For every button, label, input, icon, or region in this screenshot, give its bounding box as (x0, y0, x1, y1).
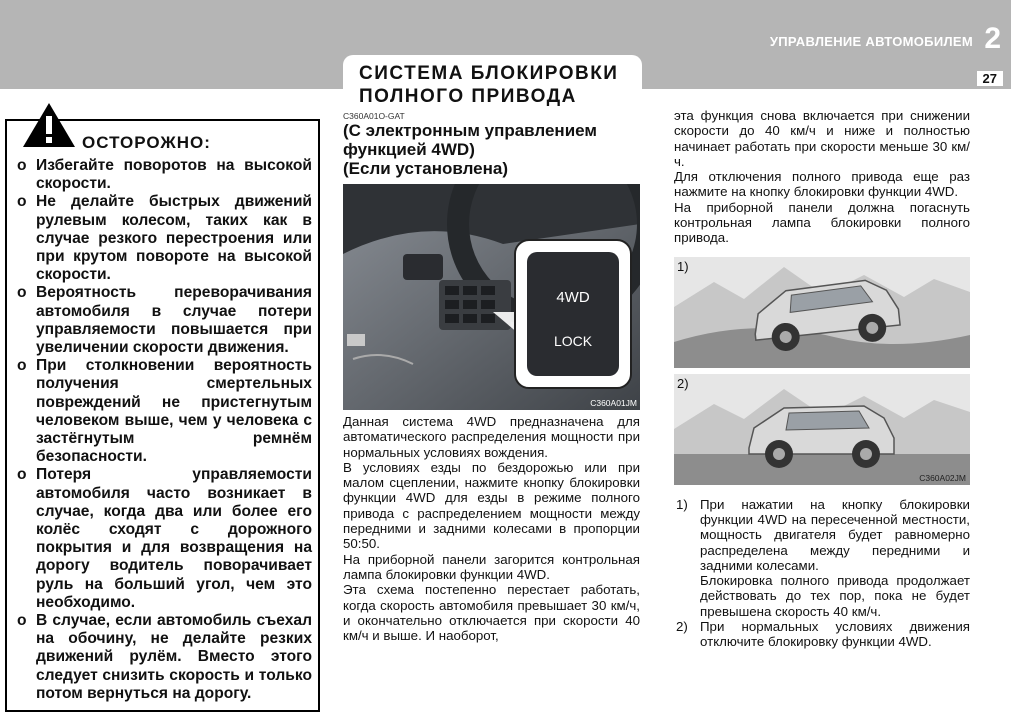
paragraph: На приборной панели загорится контрольная лампа блокировки функции 4WD. (343, 551, 640, 582)
dashboard-illustration (343, 184, 640, 410)
section-number: 2 (984, 22, 1001, 55)
section-code: C360A01O-GAT (343, 111, 405, 121)
paragraph: эта функция снова включается при снижении скорости до 40 км/ч и ниже и полностью начинает работать при скорости меньше 30 км/ч. (674, 108, 970, 169)
figure-offroad (674, 257, 970, 368)
main-title (343, 55, 642, 110)
list-number: 2) (676, 619, 688, 635)
page-number: 27 (977, 71, 1003, 86)
warning-triangle-icon (21, 101, 77, 149)
paragraph: Эта схема постепенно перестает работать, когда скорость автомобиля превышает 30 км/ч, и окончательно отключается при скорости 40 км/ч и выше. И наоборот, (343, 582, 640, 644)
paragraph: На приборной панели должна погаснуть контрольная лампа блокировки полного привода. (674, 199, 970, 246)
list-item (674, 619, 970, 650)
numbered-list (674, 497, 970, 650)
figure-label: 2) (677, 375, 689, 391)
warning-list (16, 157, 312, 703)
figure-normal-road (674, 374, 970, 485)
warning-item: o В случае, если автомобиль съехал на обочину, не делайте резких движений рулём. Вместо этого следует снизить скорость и только потом вернуться на дорогу. (16, 612, 312, 703)
main-title-line2: ПОЛНОГО ПРИВОДА (359, 86, 577, 107)
main-title-line1: СИСТЕМА БЛОКИРОВКИ (359, 63, 619, 84)
warning-box (5, 119, 320, 712)
list-text: При нормальных условиях движения отключите блокировку функции 4WD. (700, 619, 970, 650)
warning-item: o Избегайте поворотов на высокой скорости. (16, 157, 312, 193)
figure-code: C360A02JM (919, 472, 966, 483)
section-title: УПРАВЛЕНИЕ АВТОМОБИЛЕМ (769, 34, 973, 49)
suv-offroad-illustration (674, 257, 970, 368)
warning-item: o При столкновении вероятность получения смертельных повреждений не пристегнутым человеком выше, чем у человека с застёгнутым ремнём безопасности. (16, 357, 312, 466)
list-text: При нажатии на кнопку блокировки функции 4WD на пересеченной местности, мощность двигателя будет равномерно распределена между передними и задними колесами. (700, 496, 970, 573)
right-text (674, 108, 970, 246)
warning-title: ОСТОРОЖНО: (82, 133, 211, 152)
figure-label: 1) (677, 258, 689, 274)
warning-item: o Вероятность переворачивания автомобиля в случае потери управляемости повышается при увеличении скорости движения. (16, 284, 312, 357)
list-text: Блокировка полного привода продолжает действовать до тех пор, пока не будет превышена скорость 40 км/ч. (700, 573, 970, 619)
list-number: 1) (676, 496, 688, 512)
middle-text (343, 414, 640, 643)
paragraph: Данная система 4WD предназначена для автоматического распределения мощности при нормальных условиях вождения. (343, 414, 640, 460)
subtitle-line1: (С электронным управлением (343, 121, 597, 140)
right-column (674, 108, 970, 650)
figures (674, 257, 970, 488)
photo-button-bottom: LOCK (553, 333, 593, 349)
photo-code: C360A01JM (590, 398, 637, 408)
middle-column (343, 111, 640, 643)
subtitle-line3: (Если установлена) (343, 159, 508, 178)
subtitle-line2: функцией 4WD) (343, 140, 475, 159)
list-item (674, 497, 970, 619)
suv-road-illustration (674, 374, 970, 485)
warning-item: o Не делайте быстрых движений рулевым колесом, таких как в случае резкого перестроения или при крутом повороте на высокой скорости. (16, 193, 312, 284)
warning-item: o Потеря управляемости автомобиля часто возникает в случае, когда два или более его колёс сходят с дорожного покрытия и для возвращения на дорогу водитель поворачивает руль на больший угол, чем это необходимо. (16, 466, 312, 612)
paragraph: В условиях езды по бездорожью или при малом сцеплении, нажмите кнопку блокировки функции 4WD для езды в режиме полного привода с распределением мощности между передними и задними колесами в пропорции 50:50. (343, 459, 640, 552)
photo-button-top: 4WD (556, 289, 590, 306)
dashboard-photo (343, 184, 640, 410)
paragraph: Для отключения полного привода еще раз нажмите на кнопку блокировки функции 4WD. (674, 169, 970, 200)
